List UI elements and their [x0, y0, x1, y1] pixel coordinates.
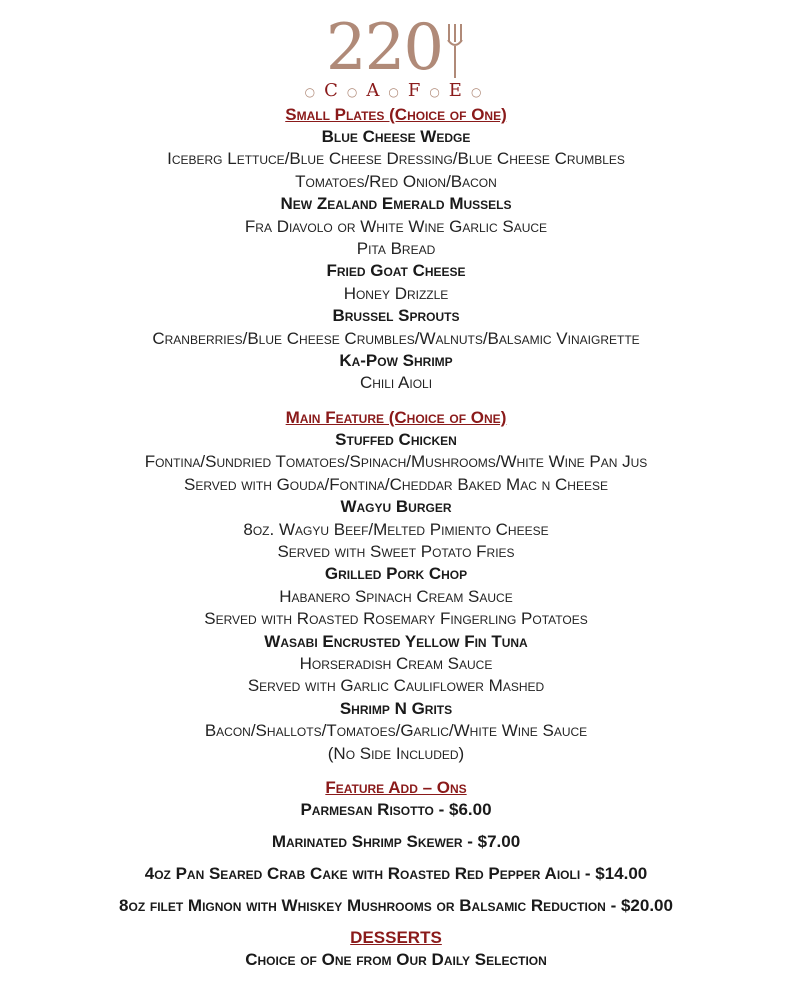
menu-item-name: Brussel Sprouts: [332, 306, 460, 326]
small-plates-heading: Small Plates (Choice of One): [285, 105, 507, 124]
logo-letter: A: [366, 80, 386, 101]
menu-item-description: Tomatoes/Red Onion/Bacon: [295, 171, 497, 191]
logo-letter: F: [407, 80, 427, 101]
menu-item-name: New Zealand Emerald Mussels: [280, 194, 512, 214]
menu-item-name: Shrimp N Grits: [339, 698, 453, 718]
logo-cafe-word: ○ C ○ A ○ F ○ E ○: [304, 80, 488, 101]
menu-item-description: Bacon/Shallots/Tomatoes/Garlic/White Wine Sauce: [204, 721, 588, 741]
menu-item-name: Wagyu Burger: [340, 497, 452, 517]
menu-item-description: Pita Bread: [356, 239, 436, 259]
logo-number: [325, 11, 466, 85]
fork-icon: [444, 20, 466, 80]
menu-item-description: Served with Sweet Potato Fries: [277, 541, 515, 561]
add-ons-heading: Feature Add – Ons: [325, 777, 467, 797]
menu-item-description: Served with Gouda/Fontina/Cheddar Baked Mac n Cheese: [184, 474, 608, 494]
menu-item-description: Chili Aioli: [359, 373, 433, 393]
logo-letter: E: [448, 80, 468, 101]
desserts-heading: DESSERTS: [350, 927, 442, 947]
logo-number-text: 220: [325, 11, 443, 85]
menu-item-description: Fontina/Sundried Tomatoes/Spinach/Mushrooms/White Wine Pan Jus: [144, 452, 648, 472]
menu-body: [0, 104, 792, 971]
add-on-item: 8oz filet Mignon with Whiskey Mushrooms or Balsamic Reduction - $20.00: [119, 895, 673, 915]
restaurant-logo: [0, 11, 792, 106]
menu-item-description: Horseradish Cream Sauce: [299, 653, 493, 673]
menu-item-description: Habanero Spinach Cream Sauce: [279, 586, 513, 606]
add-on-item: Marinated Shrimp Skewer - $7.00: [271, 831, 521, 851]
menu-item-description: Honey Drizzle: [343, 283, 449, 303]
menu-item-description: Fra Diavolo or White Wine Garlic Sauce: [244, 216, 548, 236]
add-on-item: Parmesan Risotto - $6.00: [300, 799, 492, 819]
menu-item-name: Grilled Pork Chop: [324, 564, 468, 584]
menu-item-name: Wasabi Encrusted Yellow Fin Tuna: [264, 631, 528, 651]
menu-item-name: Blue Cheese Wedge: [321, 127, 471, 146]
add-on-item: 4oz Pan Seared Crab Cake with Roasted Red Pepper Aioli - $14.00: [144, 863, 648, 883]
menu-item-description: 8oz. Wagyu Beef/Melted Pimiento Cheese: [243, 519, 549, 539]
menu-item-name: Fried Goat Cheese: [326, 261, 466, 281]
menu-item-description: Served with Roasted Rosemary Fingerling Potatoes: [204, 609, 588, 629]
logo-letter: C: [324, 80, 344, 101]
menu-item-description: (No Side Included): [327, 743, 465, 763]
menu-item-name: Ka-Pow Shrimp: [339, 351, 453, 371]
menu-item-description: Served with Garlic Cauliflower Mashed: [247, 676, 545, 696]
menu-item-name: Stuffed Chicken: [335, 429, 457, 449]
menu-item-description: Cranberries/Blue Cheese Crumbles/Walnuts/Balsamic Vinaigrette: [152, 328, 640, 348]
menu-item-description: Iceberg Lettuce/Blue Cheese Dressing/Blue Cheese Crumbles: [167, 149, 625, 169]
dessert-description: Choice of One from Our Daily Selection: [245, 949, 547, 969]
main-feature-heading: Main Feature (Choice of One): [285, 407, 507, 427]
